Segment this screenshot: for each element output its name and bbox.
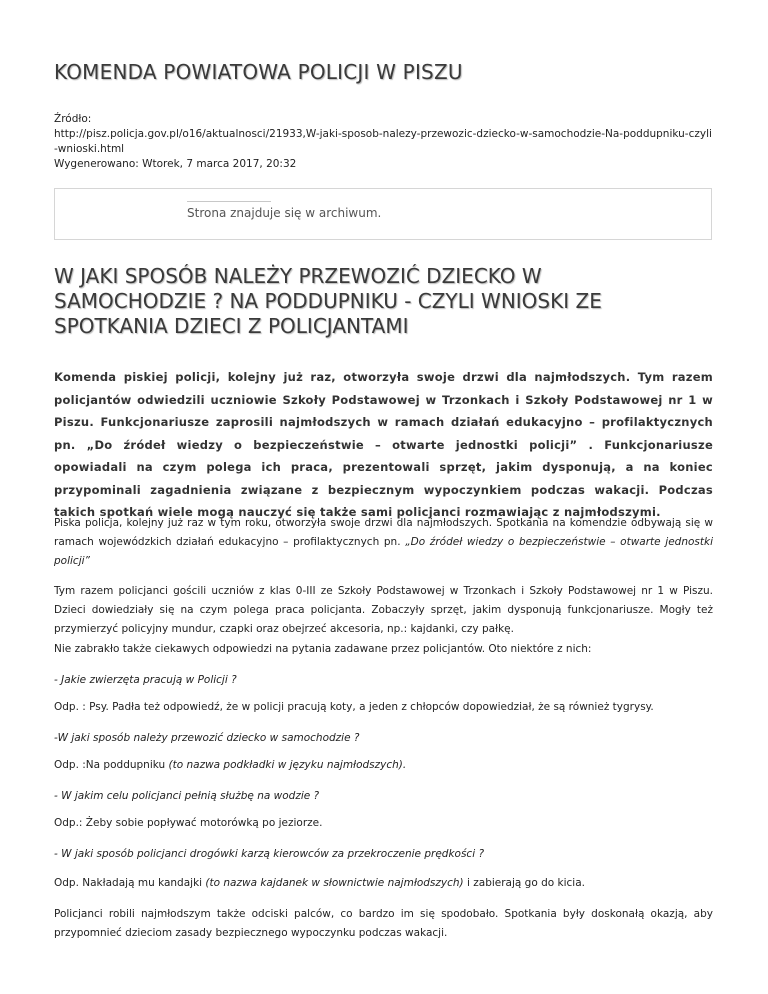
question	[54, 729, 713, 748]
answer-text: Odp. : Psy. Padła też odpowiedź, że w policji pracują koty, a jeden z chłopców dopowiedział, że są również tygrysy.	[54, 701, 654, 713]
paragraph-text: Piska policja, kolejny już raz w tym roku, otworzyła swoje drzwi dla najmłodszych. Spotkania na komendzie odbywają się w ramach wojewódzkich działań edukacyjno – profilaktycznych pn.	[54, 517, 713, 548]
answer-text-end: i zabierają go do kicia.	[463, 877, 585, 889]
paragraph-text: Policjanci robili najmłodszym także odciski palców, co bardzo im się spodobało. Spotkania były doskonałą okazją, aby przypomnieć dzieciom zasady bezpiecznego wypoczynku podczas wakacji.	[54, 908, 713, 939]
answer	[54, 814, 713, 833]
answer	[54, 874, 713, 893]
question-text: - Jakie zwierzęta pracują w Policji ?	[54, 674, 237, 686]
question-text: - W jaki sposób policjanci drogówki karzą kierowców za przekroczenie prędkości ?	[54, 848, 485, 860]
answer-text: Odp.: Żeby sobie popływać motorówką po jeziorze.	[54, 817, 323, 829]
answer-italic: (to nazwa kajdanek w słownictwie najmłodszych)	[205, 877, 464, 889]
paragraph	[54, 640, 713, 659]
paragraph	[54, 514, 713, 571]
question	[54, 671, 713, 690]
paragraph-italic: „Do źródeł wiedzy o bezpieczeństwie – otwarte jednostki policji”	[54, 536, 713, 567]
article-title: W JAKI SPOSÓB NALEŻY PRZEWOZIĆ DZIECKO W SAMOCHODZIE ? NA PODDUPNIKU - CZYLI WNIOSKI ZE SPOTKANIA DZIECI Z POLICJANTAMI	[54, 264, 602, 338]
answer-text: Odp. Nakładają mu kandajki	[54, 877, 206, 889]
answer	[54, 756, 713, 775]
paragraph	[54, 582, 713, 639]
paragraph	[54, 905, 713, 943]
paragraph-text: Tym razem policjanci gościli uczniów z klas 0-III ze Szkoły Podstawowej w Trzonkach i Szkoły Podstawowej nr 1 w Piszu. Dzieci dowiedziały się na czym polega praca policjanta. Zobaczyły sprzęt, jakim dysponują funkcjonariusze. Mogły też przymierzyć policyjny mundur, czapki oraz obejrzeć akcesoria, np.: kajdanki, czy pałkę.	[54, 585, 713, 635]
source-url-line1[interactable]: http://pisz.policja.gov.pl/o16/aktualnosci/21933,W-jaki-sposob-nalezy-przewozic-dziecko-w-samochodzie-Na-poddupniku-czyli	[54, 128, 712, 140]
archive-notice	[54, 188, 712, 240]
archive-divider	[187, 201, 271, 202]
question	[54, 845, 713, 864]
answer	[54, 698, 713, 717]
source-label: Źródło:	[54, 113, 92, 125]
archive-note: Strona znajduje się w archiwum.	[187, 206, 382, 220]
question	[54, 787, 713, 806]
source-url-line2[interactable]: -wnioski.html	[54, 143, 125, 155]
site-title: KOMENDA POWIATOWA POLICJI W PISZU	[54, 60, 463, 84]
question-text: - W jakim celu policjanci pełnią służbę na wodzie ?	[54, 790, 320, 802]
generated-date: Wygenerowano: Wtorek, 7 marca 2017, 20:32	[54, 158, 297, 170]
source-block	[54, 112, 724, 172]
article-lead: Komenda piskiej policji, kolejny już raz, otworzyła swoje drzwi dla najmłodszych. Tym razem policjantów odwiedzili uczniowie Szkoły Podstawowej w Trzonkach i Szkoły Podstawowej nr 1 w Piszu. Funkcjonariusze zaprosili najmłodszych w ramach działań edukacyjno – profilaktycznych pn. „Do źródeł wiedzy o bezpieczeństwie – otwarte jednostki policji” . Funkcjonariusze opowiadali na czym polega ich praca, prezentowali sprzęt, jakim dysponują, a na koniec przypominali zagadnienia związane z bezpiecznym wypoczynkiem podczas wakacji. Podczas takich spotkań wiele mogą nauczyć się także sami policjanci rozmawiając z najmłodszymi.	[54, 370, 713, 519]
question-text: -W jaki sposób należy przewozić dziecko w samochodzie ?	[54, 732, 360, 744]
answer-italic: (to nazwa podkładki w języku najmłodszych).	[168, 759, 407, 771]
paragraph-text: Nie zabrakło także ciekawych odpowiedzi na pytania zadawane przez policjantów. Oto niektóre z nich:	[54, 643, 592, 655]
answer-text: Odp. :Na poddupniku	[54, 759, 169, 771]
